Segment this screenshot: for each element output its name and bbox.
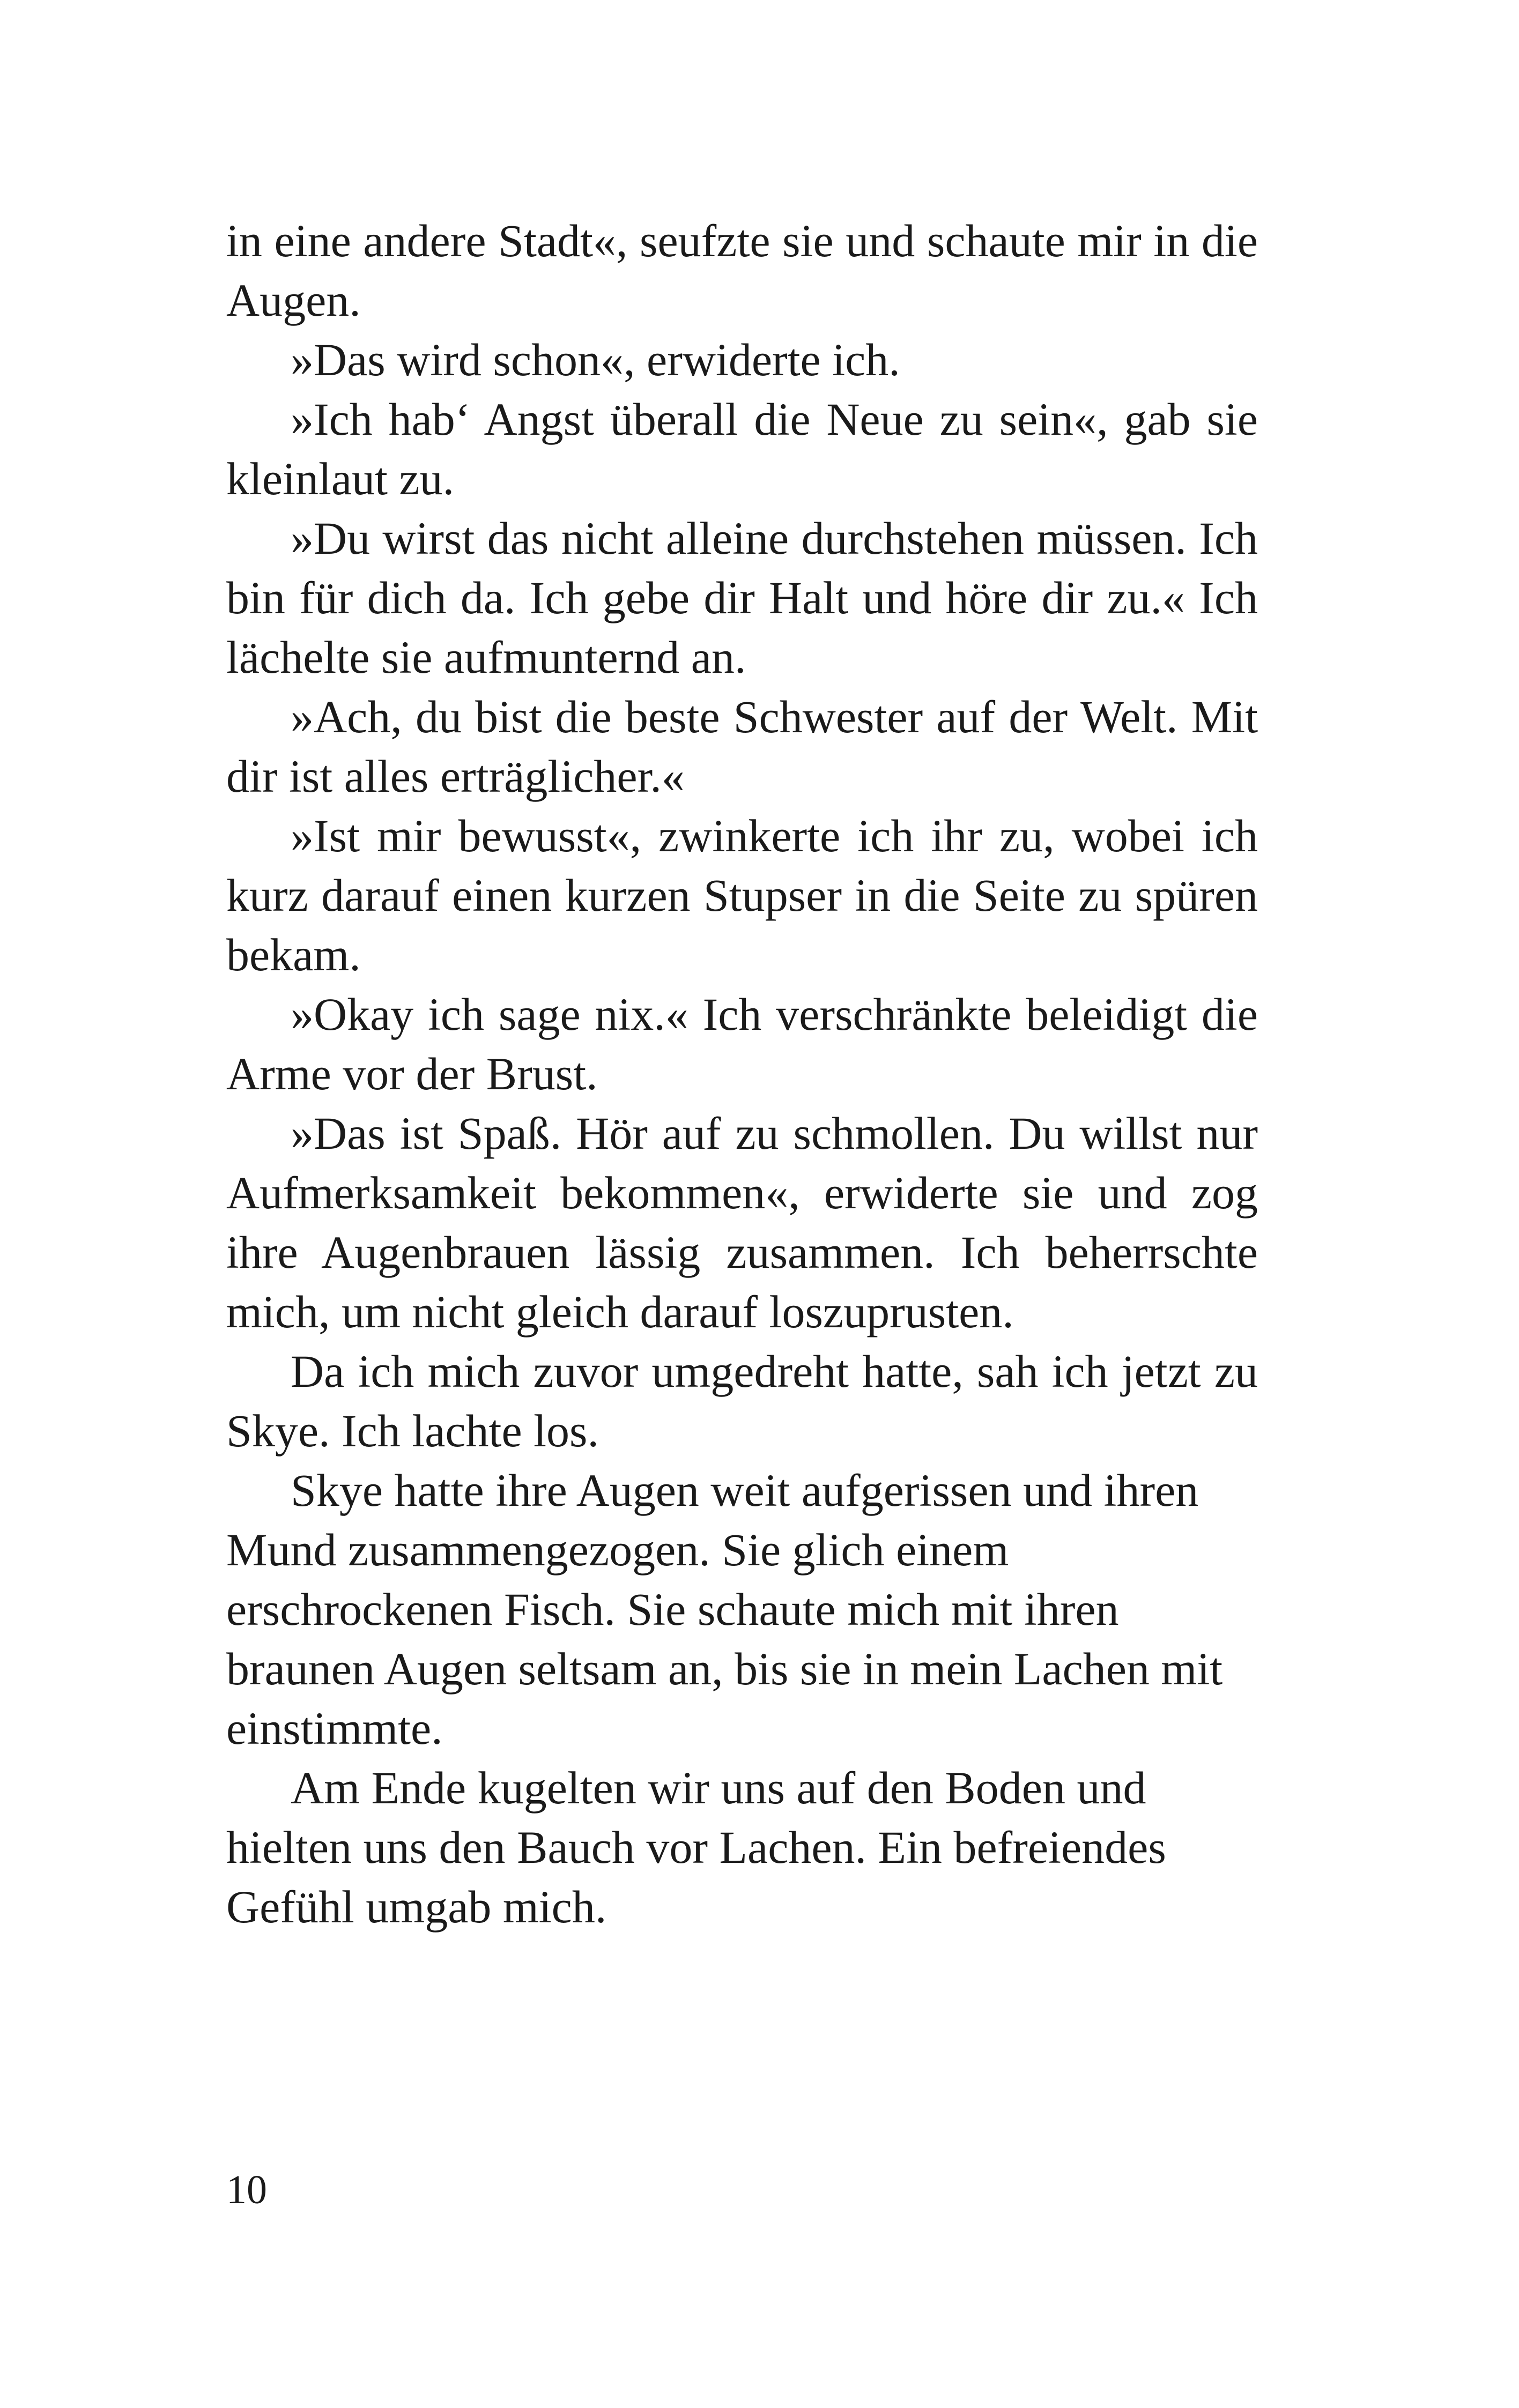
body-text	[226, 211, 1258, 1937]
paragraph: »Okay ich sage nix.« Ich verschränkte beleidigt die Arme vor der Brust.	[226, 989, 1258, 1099]
paragraph: »Du wirst das nicht alleine durchstehen müssen. Ich bin für dich da. Ich gebe dir Halt und höre dir zu.« Ich lächelte sie aufmunternd an.	[226, 512, 1258, 683]
paragraph: »Ist mir bewusst«, zwinkerte ich ihr zu, wobei ich kurz darauf einen kurzen Stupser in die Seite zu spüren bekam.	[226, 810, 1258, 980]
paragraph: »Das wird schon«, erwiderte ich.	[291, 334, 900, 385]
paragraph: in eine andere Stadt«, seufzte sie und schaute mir in die Augen.	[226, 215, 1258, 326]
paragraph: Da ich mich zuvor umgedreht hatte, sah ich jetzt zu Skye. Ich lachte los.	[226, 1346, 1258, 1456]
paragraph: »Ich hab‘ Angst überall die Neue zu sein«, gab sie kleinlaut zu.	[226, 393, 1258, 504]
paragraph: »Ach, du bist die beste Schwester auf der Welt. Mit dir ist alles erträglicher.«	[226, 691, 1258, 802]
paragraph: Skye hatte ihre Augen weit aufgerissen und ihren Mund zusammengezogen. Sie glich einem erschrockenen Fisch. Sie schaute mich mit ihren braunen Augen seltsam an, bis sie in mein Lachen mit einstimmte.	[226, 1465, 1223, 1754]
page-number: 10	[226, 2167, 267, 2212]
paragraph: Am Ende kugelten wir uns auf den Boden und hielten uns den Bauch vor Lachen. Ein befreiendes Gefühl umgab mich.	[226, 1762, 1166, 1933]
paragraph: »Das ist Spaß. Hör auf zu schmollen. Du willst nur Aufmerksamkeit bekommen«, erwiderte sie und zog ihre Augenbrauen lässig zusammen. Ich beherrschte mich, um nicht gleich darauf loszuprusten.	[226, 1108, 1258, 1337]
